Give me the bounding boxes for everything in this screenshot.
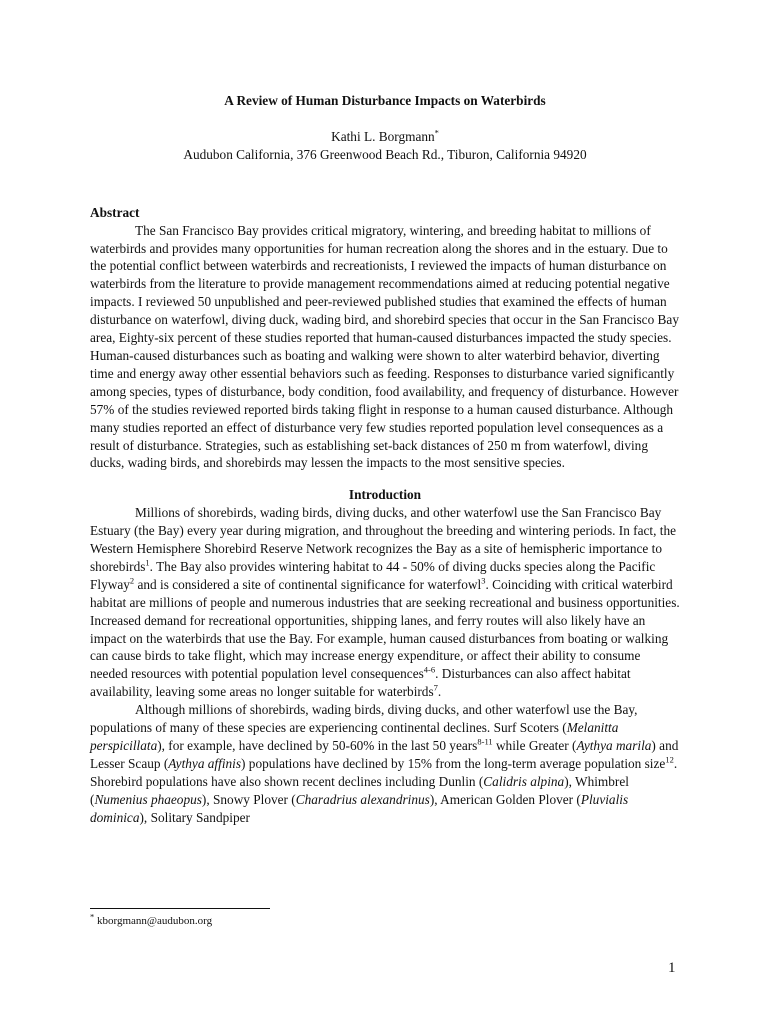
- citation-ref: 8-11: [477, 736, 493, 747]
- intro-p2-text: ), Solitary Sandpiper: [139, 809, 250, 825]
- author-footnote-mark: *: [434, 127, 439, 138]
- intro-paragraph-1: [90, 504, 680, 701]
- intro-p2-text: . Shorebird populations have also shown recent declines including Dunlin (: [90, 755, 678, 789]
- footnote-mark: *: [90, 911, 95, 922]
- abstract-text: The San Francisco Bay provides critical migratory, wintering, and breeding habitat to millions of waterbirds and provides many opportunities for human recreation along the shores and in the estuary. Due to the potential conflict between waterbirds and recreationists, I reviewed the impacts of human disturbance on waterbirds from the literature to provide management recommendations aimed at reducing potential negative impacts. I reviewed 50 unpublished and peer-reviewed published studies that examined the effects of human disturbance on waterfowl, diving duck, wading bird, and shorebird species that occur in the San Francisco Bay area, Eighty-six percent of these studies reported that human-caused disturbances impacted the study species. Human-caused disturbances such as boating and walking were shown to alter waterbird behavior, diverting time and energy away other essential behaviors such as feeding. Responses to disturbance varied significantly among species, types of disturbance, body condition, food availability, and frequency of disturbance. However 57% of the studies reviewed reported birds taking flight in response to a human caused disturbance. Although many studies reported an effect of disturbance very few studies reported population level consequences as a result of disturbance. Strategies, such as establishing set-back distances of 250 m from waterfowl, diving ducks, wading birds, and shorebirds may lessen the impacts to the most sensitive species.: [90, 222, 679, 471]
- species-name: Calidris alpina: [483, 773, 565, 789]
- intro-p1-text: . Disturbances can also affect habitat availability, leaving some areas no longer suitable for waterbirds: [90, 666, 631, 700]
- intro-p2-text: ), Snowy Plover (: [201, 791, 296, 807]
- citation-ref: 4-6: [423, 664, 436, 675]
- intro-p1-text: Millions of shorebirds, wading birds, diving ducks, and other waterfowl use the San Francisco Bay Estuary (the Bay) every year during migration, and throughout the breeding and wintering periods. In fact, the Western Hemisphere Shorebird Reserve Network recognizes the Bay as a site of hemispheric importance to shorebirds: [90, 505, 676, 574]
- paper-title: A Review of Human Disturbance Impacts on Waterbirds: [224, 93, 546, 108]
- citation-ref: 7: [433, 682, 438, 693]
- intro-p1-text: . The Bay also provides wintering habitat to 44 - 50% of diving ducks species along the Pacific Flyway: [90, 558, 656, 592]
- author-block: [90, 128, 680, 164]
- author-name: Kathi L. Borgmann: [331, 128, 435, 144]
- species-name: Aythya affinis: [168, 755, 242, 771]
- intro-p2-text: ), Whimbrel (: [90, 773, 629, 807]
- species-name: Aythya marila: [576, 738, 652, 753]
- citation-ref: 1: [145, 557, 150, 568]
- author-name-line: [90, 128, 680, 146]
- intro-p2-text: ) and Lesser Scaup (: [90, 738, 679, 771]
- species-name: Numenius phaeopus: [94, 791, 202, 807]
- citation-ref: 3: [481, 575, 486, 586]
- intro-p2-text: ), for example, have declined by 50-60% in the last 50 years: [157, 738, 478, 753]
- species-name: Pluvialis dominica: [90, 791, 629, 825]
- intro-p1-text: and is considered a site of continental significance for waterfowl: [134, 576, 482, 592]
- intro-paragraph-2: [90, 701, 680, 826]
- intro-p2-text: Although millions of shorebirds, wading birds, diving ducks, and other waterfowl use the Bay, populations of many of these species are experiencing continental declines. Surf Scoters (: [90, 702, 638, 736]
- introduction-heading: Introduction: [348, 487, 422, 503]
- intro-p2-text: ), American Golden Plover (: [429, 791, 581, 807]
- citation-ref: 12: [665, 754, 674, 765]
- abstract-heading: Abstract: [90, 204, 140, 220]
- footnote-divider: [90, 908, 270, 909]
- intro-p1-text: . Coinciding with critical waterbird habitat are millions of people and numerous industries that are seeking recreational and business opportunities. Increased demand for recreational opportunities, shipping lanes, and ferry routes will also likely have an impact on the waterbirds that use the Bay. For example, human caused disturbances from boating or walking can cause birds to take flight, which may increase energy expenditure, or affect their ability to consume needed resources with potential population level consequences: [90, 576, 680, 682]
- footnote-email: kborgmann@audubon.org: [94, 915, 213, 927]
- intro-p2-text: while Greater (: [492, 738, 577, 753]
- intro-p2-text: ) populations have declined by 15% from the long-term average population size: [241, 755, 666, 771]
- species-name: Charadrius alexandrinus: [295, 791, 430, 807]
- page-number: 1: [668, 960, 676, 976]
- paper-page: [90, 92, 680, 827]
- intro-p1-text: .: [437, 684, 442, 700]
- author-affiliation: Audubon California, 376 Greenwood Beach Rd., Tiburon, California 94920: [183, 146, 587, 162]
- citation-ref: 2: [129, 575, 135, 586]
- footnote: [90, 911, 213, 928]
- species-name: Melanitta perspicillata: [90, 720, 619, 753]
